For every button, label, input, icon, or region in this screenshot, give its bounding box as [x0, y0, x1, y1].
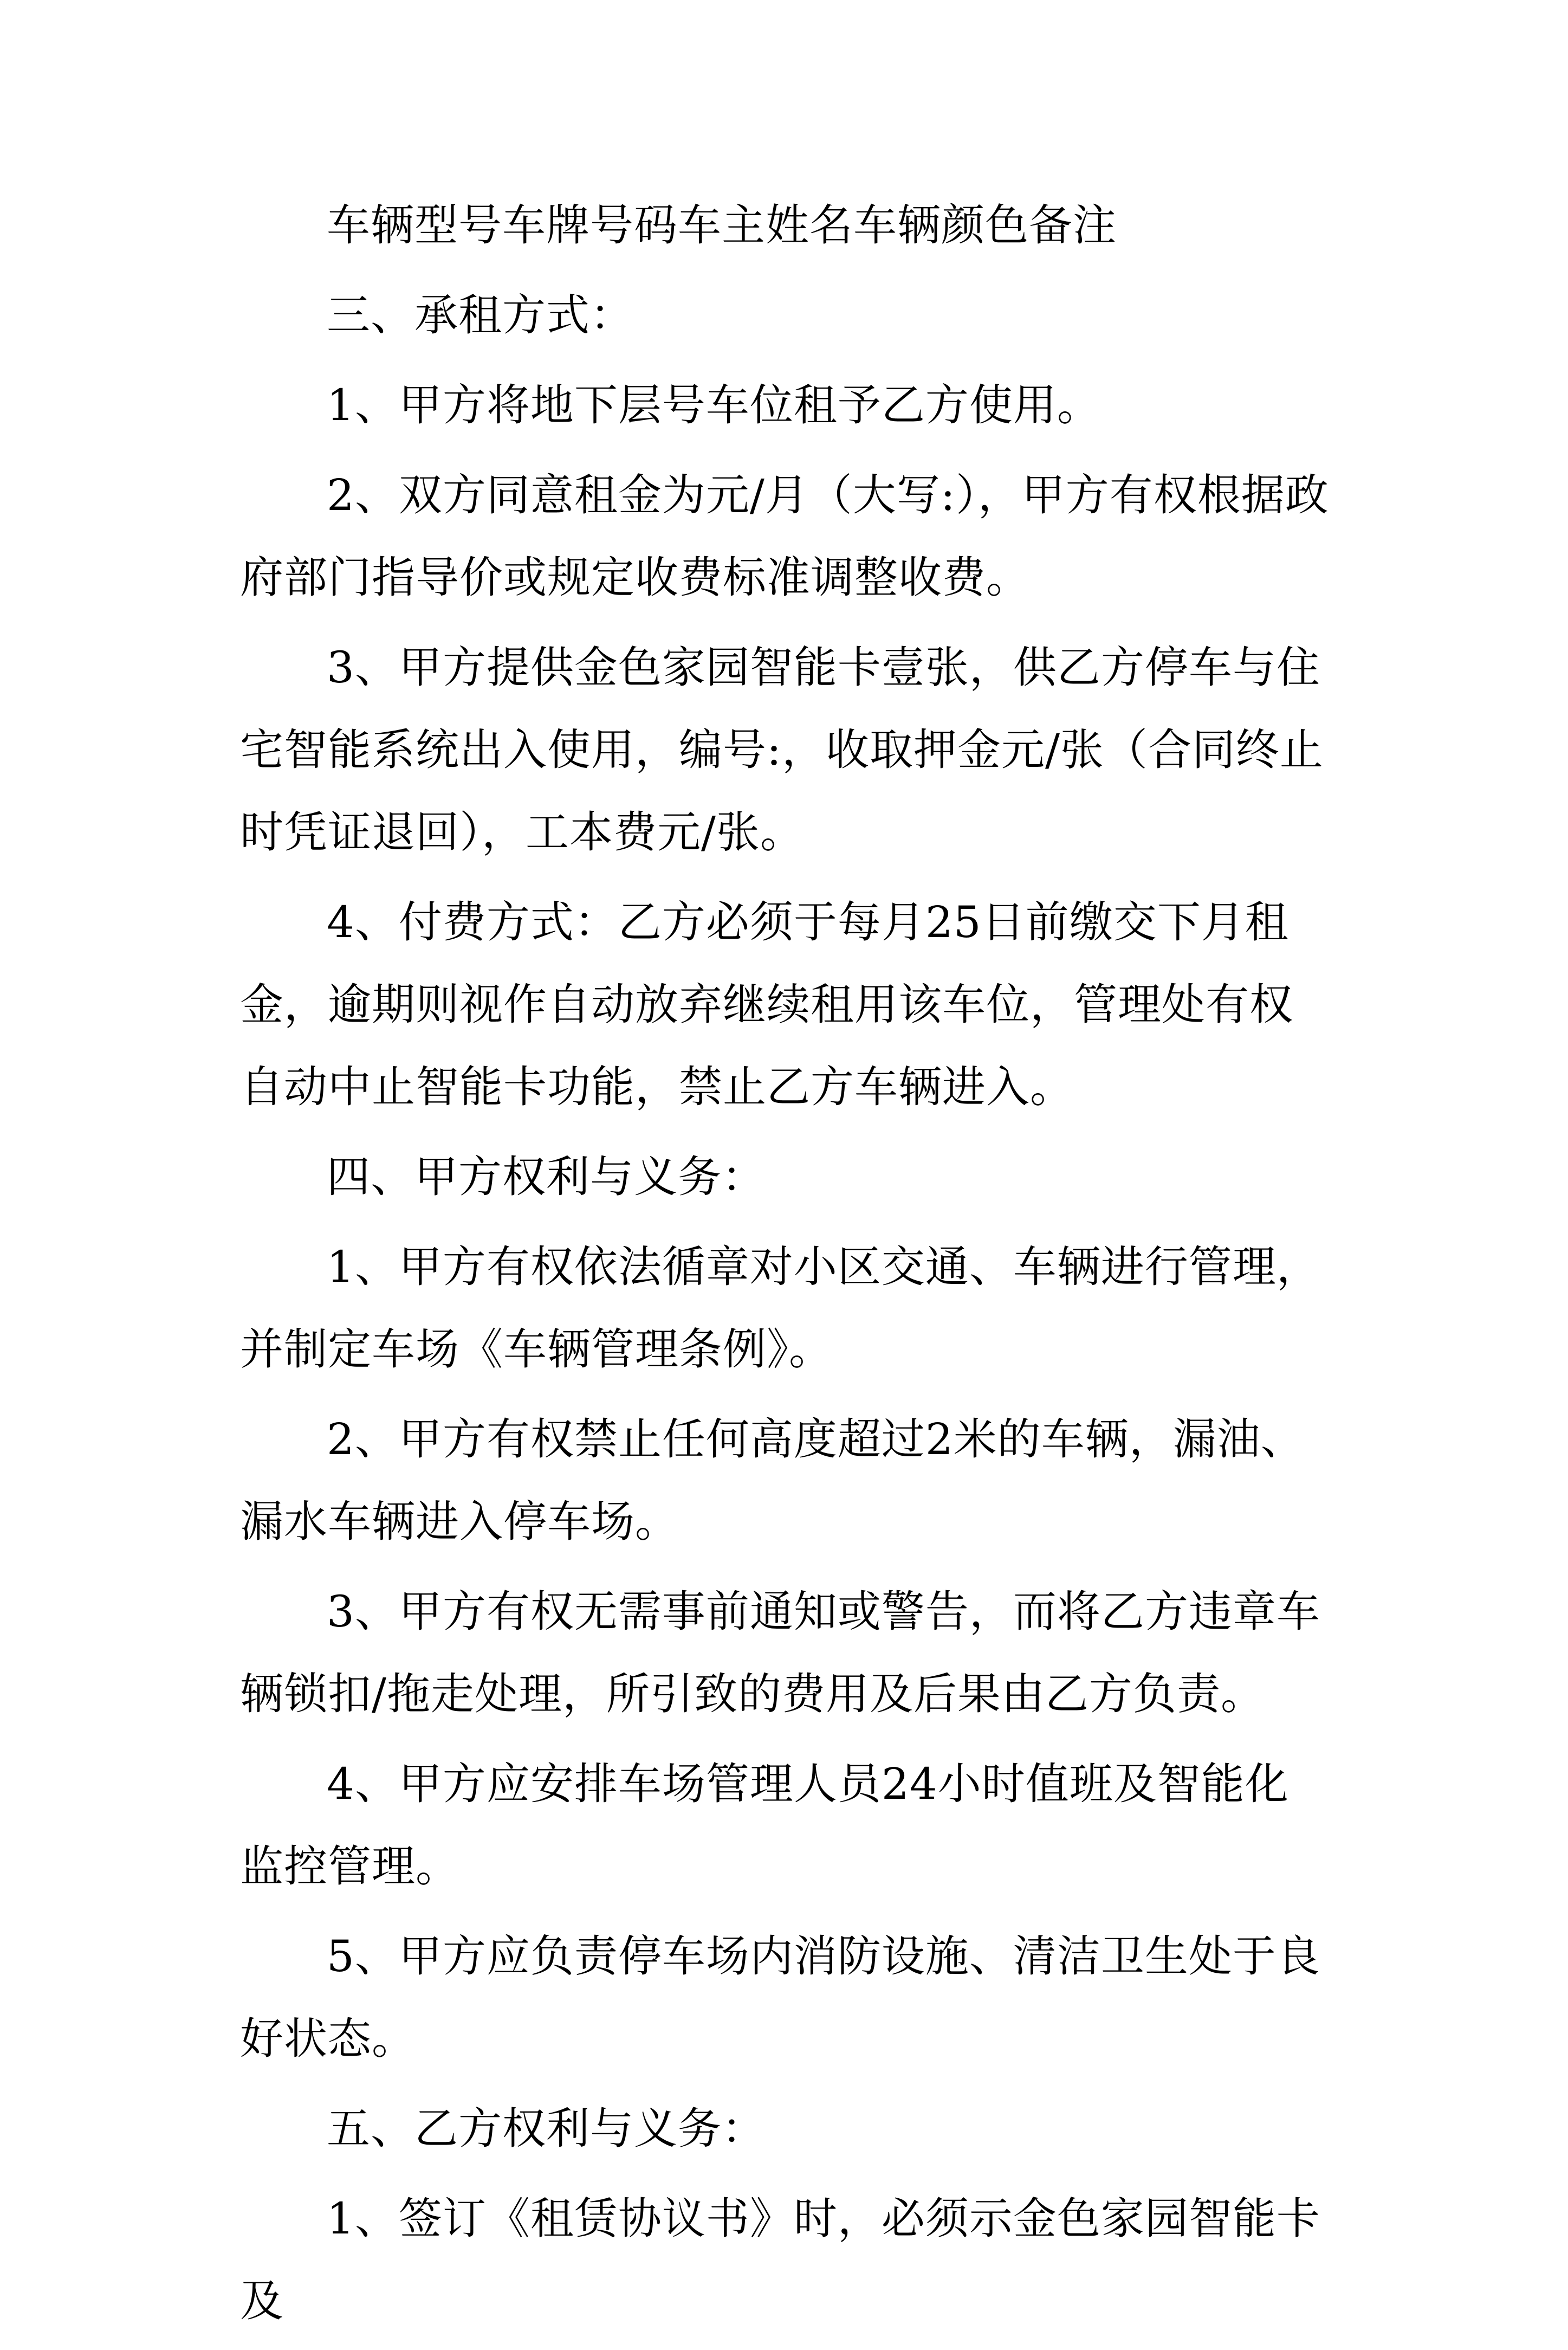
clause-rent-amount: 2、双方同意租金为元/月（大写:），甲方有权根据政府部门指导价或规定收费标准调整收费。	[240, 470, 1329, 603]
section-heading-party-b: 五、乙方权利与义务：	[327, 2103, 766, 2154]
clause-violation-handling: 3、甲方有权无需事前通知或警告，而将乙方违章车辆锁扣/拖走处理，所引致的费用及后果由乙方负责。	[240, 1586, 1320, 1719]
clause-fire-safety: 5、甲方应负责停车场内消防设施、清洁卫生处于良好状态。	[240, 1931, 1320, 2064]
clause-height-limit: 2、甲方有权禁止任何高度超过2米的车辆，漏油、漏水车辆进入停车场。	[240, 1414, 1305, 1547]
clause-payment-method: 4、付费方式：乙方必须于每月25日前缴交下月租金，逾期则视作自动放弃继续租用该车位，管理处有权自动中止智能卡功能，禁止乙方车辆进入。	[240, 897, 1293, 1112]
clause-parking-space: 1、甲方将地下层号车位租予乙方使用。	[327, 380, 1101, 430]
clause-traffic-management: 1、甲方有权依法循章对小区交通、车辆进行管理，并制定车场《车辆管理条例》。	[240, 1242, 1320, 1374]
document-body	[240, 184, 1329, 2350]
clause-monitoring: 4、甲方应安排车场管理人员24小时值班及智能化监控管理。	[240, 1759, 1289, 1891]
section-heading-party-a: 四、甲方权利与义务：	[327, 1152, 766, 1202]
clause-smart-card: 3、甲方提供金色家园智能卡壹张，供乙方停车与住宅智能系统出入使用，编号:，收取押金元/张（合同终止时凭证退回），工本费元/张。	[240, 642, 1324, 857]
clause-signing-agreement: 1、签订《租赁协议书》时，必须示金色家园智能卡及	[240, 2193, 1320, 2326]
vehicle-table-header: 车辆型号车牌号码车主姓名车辆颜色备注	[327, 200, 1117, 250]
section-heading-rental-method: 三、承租方式：	[327, 290, 634, 340]
